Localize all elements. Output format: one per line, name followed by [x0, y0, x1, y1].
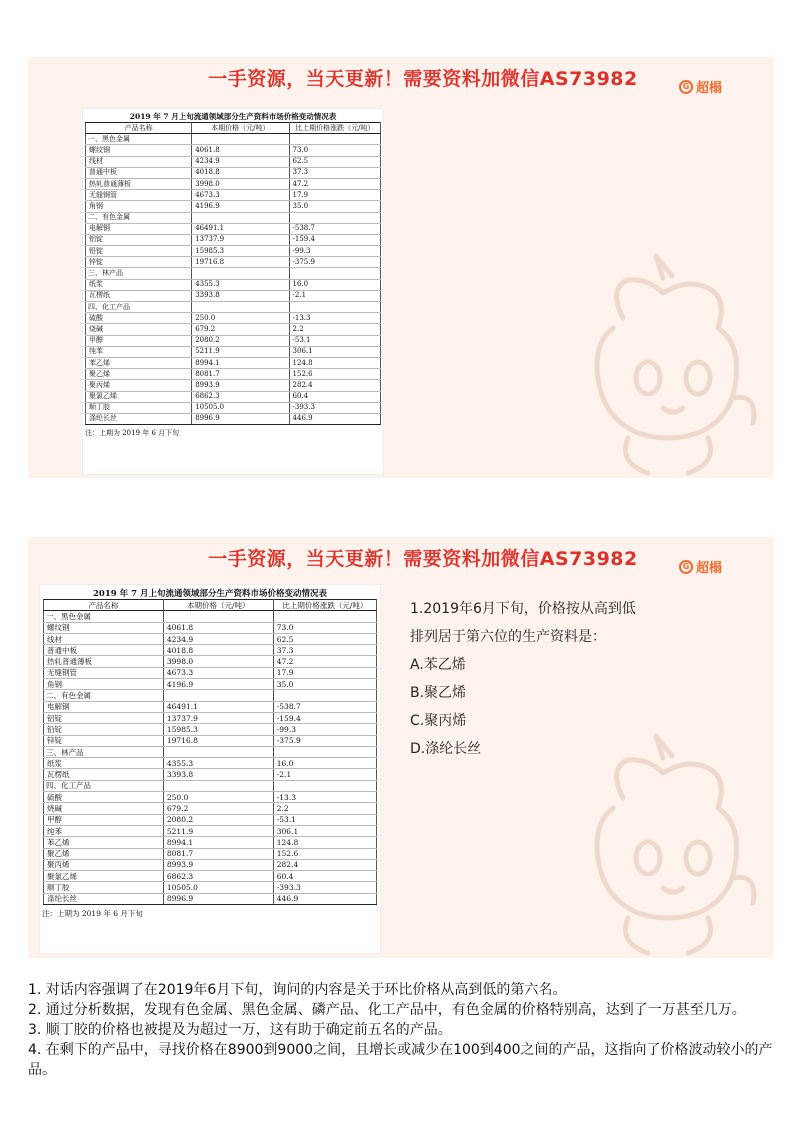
price-cell: 15985.3 [163, 724, 273, 735]
table-note: 注：上期为 2019 年 6 月下旬 [85, 429, 180, 438]
change-cell: 60.4 [273, 871, 376, 882]
table-row [44, 645, 377, 656]
table-category-row [86, 134, 381, 145]
price-table-document [83, 109, 383, 474]
change-cell: 17.9 [289, 190, 380, 201]
change-cell: 60.4 [289, 391, 380, 402]
price-cell: 5211.9 [163, 825, 273, 836]
table-row [86, 167, 381, 178]
product-name-cell: 苯乙烯 [44, 837, 164, 848]
change-cell: 282.4 [289, 380, 380, 391]
table-row [44, 859, 377, 870]
product-name-cell: 纸浆 [44, 758, 164, 769]
table-row [86, 324, 381, 335]
table-header-cell: 比上期价格涨跌（元/吨） [289, 123, 380, 134]
price-cell: 250.0 [163, 792, 273, 803]
price-cell: 4234.9 [163, 633, 273, 644]
question-stem-line-1: 1.2019年6月下旬，价格按从高到低 [410, 601, 636, 617]
table-row [86, 201, 381, 212]
price-table-document [40, 585, 380, 953]
table-row [44, 848, 377, 859]
logo-text: 超榻 [695, 81, 722, 96]
product-name-cell: 二、有色金属 [86, 212, 192, 223]
table-row [44, 735, 377, 746]
analysis-point-4: 4. 在剩下的产品中，寻找价格在8900到9000之间，且增长或减少在100到400之间的产品，这指向了价格波动较小的产品。 [28, 1042, 773, 1078]
question-block [410, 595, 636, 763]
change-cell: 73.0 [273, 622, 376, 633]
analysis-point-3: 3. 顺丁胶的价格也被提及为超过一万，这有助于确定前五名的产品。 [28, 1022, 452, 1038]
option-c: C.聚丙烯 [410, 713, 467, 729]
product-name-cell: 聚乙烯 [44, 848, 164, 859]
product-name-cell: 铅锭 [86, 246, 192, 257]
price-cell: 4234.9 [192, 156, 289, 167]
table-title: 2019 年 7 月上旬流通领域部分生产资料市场价格变动情况表 [129, 112, 337, 121]
product-name-cell: 热轧普通薄板 [44, 656, 164, 667]
product-name-cell: 线材 [86, 156, 192, 167]
product-name-cell: 三、林产品 [44, 746, 164, 757]
table-row [86, 257, 381, 268]
table-row [86, 145, 381, 156]
change-cell [273, 746, 376, 757]
price-cell: 3998.0 [163, 656, 273, 667]
change-cell: -2.1 [289, 290, 380, 301]
price-cell [192, 134, 289, 145]
table-category-row [86, 302, 381, 313]
change-cell: -159.4 [273, 712, 376, 723]
option-d: D.涤纶长丝 [410, 741, 482, 757]
table-row [86, 290, 381, 301]
price-cell [192, 212, 289, 223]
product-name-cell: 顺丁胶 [86, 402, 192, 413]
price-cell: 4061.8 [163, 622, 273, 633]
price-cell: 8993.9 [192, 380, 289, 391]
change-cell: -538.7 [273, 701, 376, 712]
change-cell: 37.3 [273, 645, 376, 656]
price-table [43, 599, 377, 905]
change-cell: 73.0 [289, 145, 380, 156]
change-cell: 124.8 [289, 357, 380, 368]
product-name-cell: 锌锭 [44, 735, 164, 746]
price-cell: 4355.3 [192, 279, 289, 290]
price-cell: 8081.7 [163, 848, 273, 859]
product-name-cell: 聚丙烯 [44, 859, 164, 870]
product-name-cell: 螺纹钢 [86, 145, 192, 156]
banner [28, 537, 774, 577]
table-category-row [44, 780, 377, 791]
change-cell: 16.0 [273, 758, 376, 769]
price-cell: 3393.8 [163, 769, 273, 780]
table-row [86, 190, 381, 201]
table-row [86, 357, 381, 368]
table-row [44, 769, 377, 780]
product-name-cell: 锌锭 [86, 257, 192, 268]
brand-logo [679, 77, 722, 96]
table-header-cell: 本期价格（元/吨） [192, 123, 289, 134]
slide-2 [28, 537, 774, 958]
product-name-cell: 角钢 [86, 201, 192, 212]
product-name-cell: 涤纶长丝 [86, 413, 192, 424]
change-cell: 35.0 [273, 679, 376, 690]
product-name-cell: 纯苯 [44, 825, 164, 836]
price-cell: 2080.2 [163, 814, 273, 825]
table-row [44, 758, 377, 769]
change-cell: -13.3 [289, 313, 380, 324]
change-cell: 62.5 [289, 156, 380, 167]
change-cell: -99.3 [273, 724, 376, 735]
product-name-cell: 甲醇 [44, 814, 164, 825]
product-name-cell: 硫酸 [86, 313, 192, 324]
price-cell: 4018.8 [163, 645, 273, 656]
price-cell: 46491.1 [192, 223, 289, 234]
table-row [44, 633, 377, 644]
table-header-cell: 本期价格（元/吨） [163, 600, 273, 611]
change-cell [289, 268, 380, 279]
change-cell: -375.9 [273, 735, 376, 746]
change-cell: 47.2 [289, 178, 380, 189]
product-name-cell: 四、化工产品 [44, 780, 164, 791]
product-name-cell: 苯乙烯 [86, 357, 192, 368]
price-cell: 8996.9 [192, 413, 289, 424]
price-cell: 8996.9 [163, 893, 273, 904]
price-cell: 4018.8 [192, 167, 289, 178]
price-cell: 8994.1 [192, 357, 289, 368]
product-name-cell: 电解铜 [44, 701, 164, 712]
table-row [86, 413, 381, 424]
table-row [44, 701, 377, 712]
price-cell: 679.2 [192, 324, 289, 335]
table-title: 2019 年 7 月上旬流通领域部分生产资料市场价格变动情况表 [93, 589, 327, 599]
logo-icon: G [679, 560, 693, 574]
price-cell: 5211.9 [192, 346, 289, 357]
change-cell: 35.0 [289, 201, 380, 212]
product-name-cell: 四、化工产品 [86, 302, 192, 313]
product-name-cell: 无缝钢管 [44, 667, 164, 678]
price-cell [163, 780, 273, 791]
product-name-cell: 涤纶长丝 [44, 893, 164, 904]
slide-1 [28, 57, 774, 478]
option-b: B.聚乙烯 [410, 685, 467, 701]
table-row [44, 882, 377, 893]
table-row [86, 246, 381, 257]
change-cell: -2.1 [273, 769, 376, 780]
price-cell [163, 611, 273, 622]
change-cell: -99.3 [289, 246, 380, 257]
change-cell: -53.1 [273, 814, 376, 825]
product-name-cell: 一、黑色金属 [44, 611, 164, 622]
table-row [44, 871, 377, 882]
price-cell: 4196.9 [163, 679, 273, 690]
price-cell: 8993.9 [163, 859, 273, 870]
change-cell [273, 611, 376, 622]
table-header-cell: 产品名称 [86, 123, 192, 134]
product-name-cell: 角钢 [44, 679, 164, 690]
change-cell: 2.2 [273, 803, 376, 814]
table-category-row [44, 690, 377, 701]
product-name-cell: 纸浆 [86, 279, 192, 290]
table-row [86, 234, 381, 245]
price-cell [192, 268, 289, 279]
product-name-cell: 热轧普通薄板 [86, 178, 192, 189]
product-name-cell: 聚氯乙烯 [44, 871, 164, 882]
change-cell: 282.4 [273, 859, 376, 870]
change-cell: -375.9 [289, 257, 380, 268]
price-cell: 4196.9 [192, 201, 289, 212]
price-cell: 8994.1 [163, 837, 273, 848]
analysis-point-1: 1. 对话内容强调了在2019年6月下旬，询问的内容是关于环比价格从高到低的第六名。 [28, 982, 567, 998]
change-cell: 37.3 [289, 167, 380, 178]
change-cell [273, 690, 376, 701]
table-row [86, 313, 381, 324]
table-row [86, 346, 381, 357]
product-name-cell: 烧碱 [86, 324, 192, 335]
change-cell: -159.4 [289, 234, 380, 245]
table-category-row [44, 611, 377, 622]
product-name-cell: 顺丁胶 [44, 882, 164, 893]
product-name-cell: 铝锭 [86, 234, 192, 245]
product-name-cell: 一、黑色金属 [86, 134, 192, 145]
banner [28, 57, 774, 97]
price-cell: 6862.3 [163, 871, 273, 882]
price-cell: 250.0 [192, 313, 289, 324]
price-cell: 4673.3 [192, 190, 289, 201]
table-row [86, 335, 381, 346]
table-category-row [86, 268, 381, 279]
product-name-cell: 甲醇 [86, 335, 192, 346]
table-row [44, 667, 377, 678]
table-row [86, 380, 381, 391]
product-name-cell: 聚丙烯 [86, 380, 192, 391]
change-cell: 62.5 [273, 633, 376, 644]
price-cell [192, 302, 289, 313]
table-row [44, 712, 377, 723]
table-row [44, 792, 377, 803]
change-cell: 306.1 [273, 825, 376, 836]
product-name-cell: 线材 [44, 633, 164, 644]
change-cell: -53.1 [289, 335, 380, 346]
change-cell: 16.0 [289, 279, 380, 290]
table-row [86, 223, 381, 234]
price-cell [163, 746, 273, 757]
price-cell: 10505.0 [192, 402, 289, 413]
price-cell: 3998.0 [192, 178, 289, 189]
product-name-cell: 普通中板 [44, 645, 164, 656]
change-cell: -393.3 [289, 402, 380, 413]
table-row [86, 369, 381, 380]
table-row [44, 656, 377, 667]
price-cell: 13737.9 [163, 712, 273, 723]
product-name-cell: 铅锭 [44, 724, 164, 735]
brand-logo [679, 557, 722, 576]
table-note: 注：上期为 2019 年 6 月下旬 [42, 909, 143, 919]
table-row [86, 178, 381, 189]
product-name-cell: 硫酸 [44, 792, 164, 803]
table-row [44, 622, 377, 633]
logo-icon: G [679, 80, 693, 94]
product-name-cell: 聚乙烯 [86, 369, 192, 380]
change-cell: 47.2 [273, 656, 376, 667]
price-cell: 679.2 [163, 803, 273, 814]
table-row [44, 724, 377, 735]
table-row [86, 279, 381, 290]
change-cell [273, 780, 376, 791]
price-cell: 4061.8 [192, 145, 289, 156]
product-name-cell: 电解铜 [86, 223, 192, 234]
table-row [86, 391, 381, 402]
price-cell: 4355.3 [163, 758, 273, 769]
product-name-cell: 三、林产品 [86, 268, 192, 279]
table-row [44, 825, 377, 836]
table-category-row [44, 746, 377, 757]
product-name-cell: 烧碱 [44, 803, 164, 814]
product-name-cell: 纯苯 [86, 346, 192, 357]
table-row [44, 893, 377, 904]
table-row [44, 837, 377, 848]
analysis-point-2: 2. 通过分析数据，发现有色金属、黑色金属、磷产品、化工产品中，有色金属的价格特别高，达到了一万甚至几万。 [28, 1002, 746, 1018]
change-cell: 152.6 [273, 848, 376, 859]
product-name-cell: 无缝钢管 [86, 190, 192, 201]
logo-text: 超榻 [695, 561, 722, 576]
table-header-cell: 比上期价格涨跌（元/吨） [273, 600, 376, 611]
price-cell: 19716.8 [163, 735, 273, 746]
change-cell: -13.3 [273, 792, 376, 803]
change-cell: 17.9 [273, 667, 376, 678]
table-row [44, 814, 377, 825]
change-cell: 2.2 [289, 324, 380, 335]
table-row [44, 803, 377, 814]
price-cell: 4673.3 [163, 667, 273, 678]
product-name-cell: 螺纹钢 [44, 622, 164, 633]
change-cell [289, 134, 380, 145]
change-cell [289, 302, 380, 313]
price-cell [163, 690, 273, 701]
price-cell: 2080.2 [192, 335, 289, 346]
change-cell: -393.3 [273, 882, 376, 893]
table-header-row [86, 123, 381, 134]
banner-text: 一手资源，当天更新！需要资料加微信AS73982 [208, 68, 638, 90]
option-a: A.苯乙烯 [410, 657, 466, 673]
product-name-cell: 瓦楞纸 [44, 769, 164, 780]
banner-text: 一手资源，当天更新！需要资料加微信AS73982 [208, 548, 638, 570]
change-cell: 446.9 [289, 413, 380, 424]
change-cell [289, 212, 380, 223]
change-cell: 124.8 [273, 837, 376, 848]
analysis-text [28, 980, 776, 1080]
price-cell: 3393.8 [192, 290, 289, 301]
table-row [86, 156, 381, 167]
price-cell: 8081.7 [192, 369, 289, 380]
change-cell: 306.1 [289, 346, 380, 357]
price-cell: 6862.3 [192, 391, 289, 402]
change-cell: 152.6 [289, 369, 380, 380]
price-cell: 15985.3 [192, 246, 289, 257]
price-cell: 46491.1 [163, 701, 273, 712]
product-name-cell: 聚氯乙烯 [86, 391, 192, 402]
table-row [44, 679, 377, 690]
product-name-cell: 铝锭 [44, 712, 164, 723]
table-row [86, 402, 381, 413]
price-table [85, 122, 381, 425]
price-cell: 19716.8 [192, 257, 289, 268]
price-cell: 10505.0 [163, 882, 273, 893]
product-name-cell: 二、有色金属 [44, 690, 164, 701]
product-name-cell: 普通中板 [86, 167, 192, 178]
price-cell: 13737.9 [192, 234, 289, 245]
change-cell: 446.9 [273, 893, 376, 904]
product-name-cell: 瓦楞纸 [86, 290, 192, 301]
table-category-row [86, 212, 381, 223]
unicorn-watermark-icon [568, 248, 768, 478]
table-header-cell: 产品名称 [44, 600, 164, 611]
change-cell: -538.7 [289, 223, 380, 234]
table-header-row [44, 600, 377, 611]
question-stem-line-2: 排列居于第六位的生产资料是： [410, 629, 606, 645]
